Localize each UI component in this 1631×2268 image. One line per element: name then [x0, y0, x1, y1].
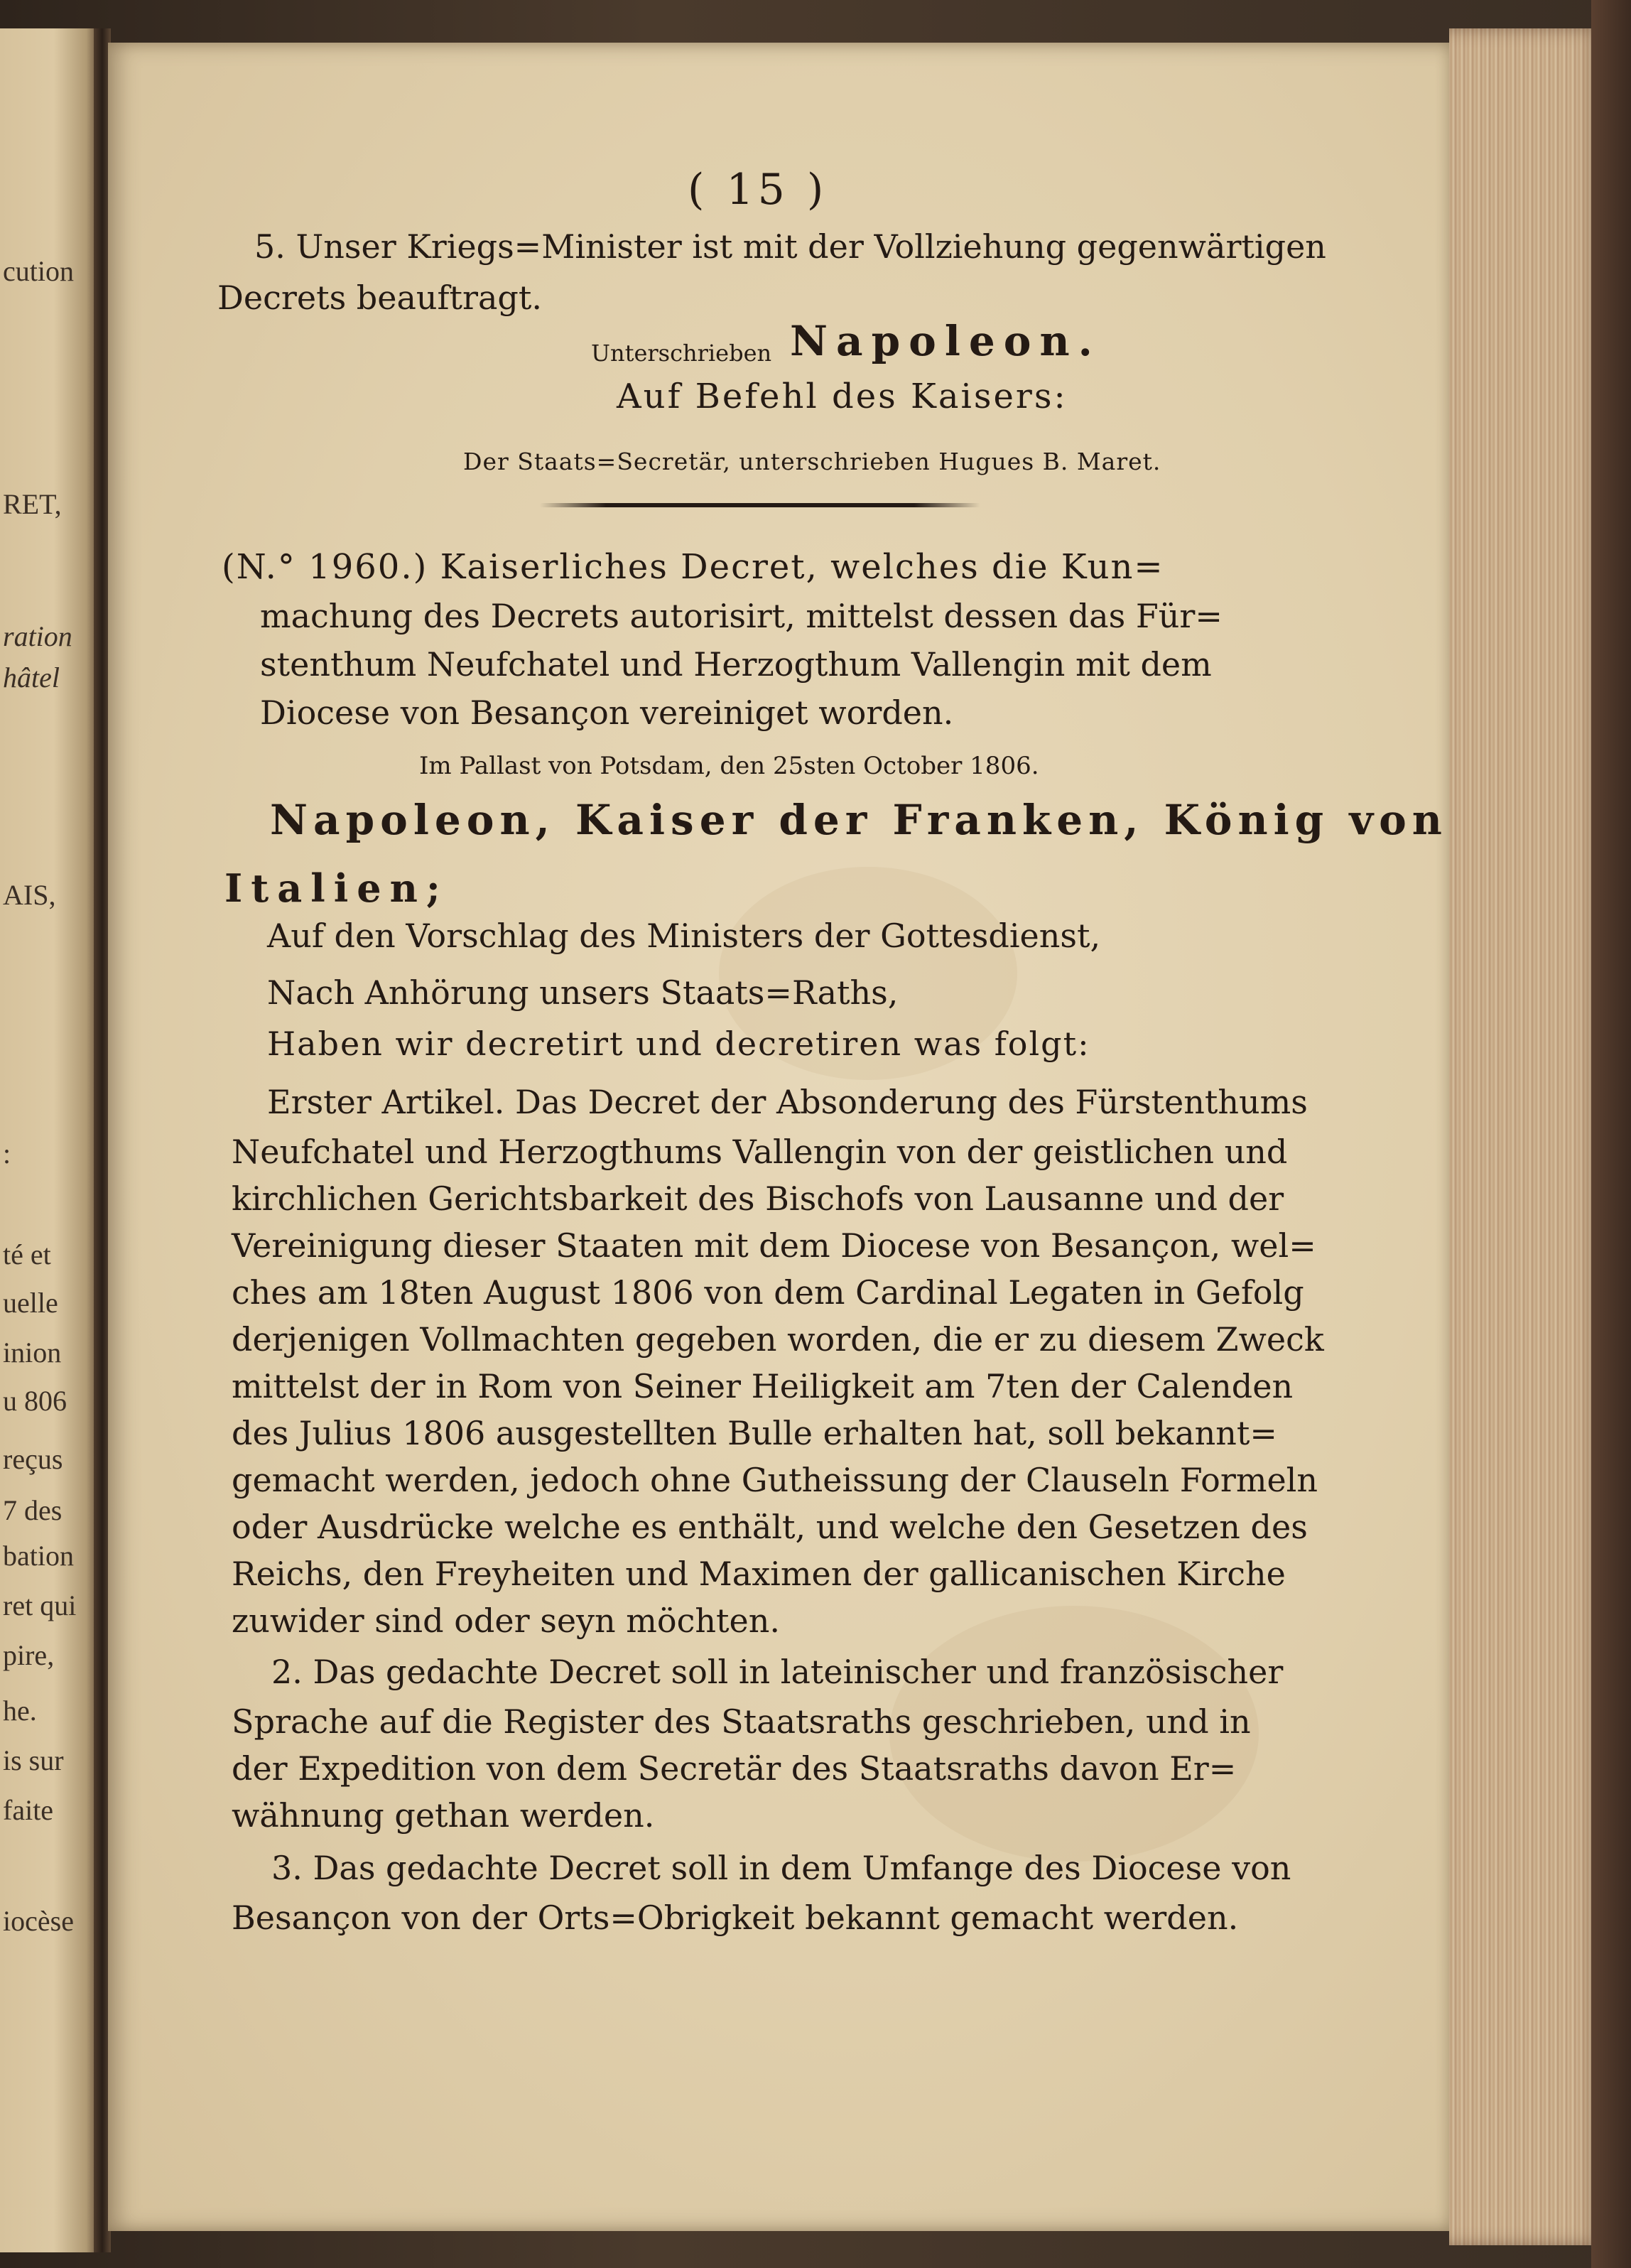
article-line: 2. Das gedachte Decret soll in lateinischer und französischer [271, 1653, 1284, 1691]
left-fragment: hâtel [3, 662, 60, 693]
left-fragment: uelle [3, 1287, 58, 1319]
preamble-line: Auf den Vorschlag des Ministers der Gottesdienst, [267, 917, 1101, 955]
article-line: wähnung gethan werden. [232, 1796, 655, 1835]
left-fragment: inion [3, 1336, 62, 1368]
command-line: Auf Befehl des Kaisers: [617, 377, 1068, 416]
left-fragment: bation [3, 1540, 74, 1572]
left-fragment: pire, [3, 1639, 55, 1671]
article-line: kirchlichen Gerichtsbarkeit des Bischofs von Lausanne und der [232, 1179, 1284, 1218]
preamble-line: Haben wir decretirt und decretiren was folgt: [267, 1025, 1090, 1063]
book-cover-edge [1591, 0, 1631, 2268]
left-fragment: reçus [3, 1443, 63, 1475]
left-fragment: : [3, 1138, 11, 1170]
article-line: Vereinigung dieser Staaten mit dem Diocese von Besançon, wel= [232, 1226, 1316, 1265]
left-fragment: is sur [3, 1744, 64, 1776]
decree-end-line: 5. Unser Kriegs=Minister ist mit der Vollziehung gegenwärtigen [254, 227, 1326, 266]
left-fragment: cution [3, 255, 74, 287]
decree-title-line: stenthum Neufchatel und Herzogthum Vallengin mit dem [260, 645, 1212, 684]
left-fragment: iocèse [3, 1905, 74, 1937]
left-fragment: faite [3, 1794, 54, 1826]
secretary-line: Der Staats=Secretär, unterschrieben Hugues B. Maret. [463, 448, 1161, 475]
preamble-line: Nach Anhörung unsers Staats=Raths, [267, 973, 899, 1012]
article-line: ches am 18ten August 1806 von dem Cardinal Legaten in Gefolg [232, 1273, 1304, 1312]
article-line: des Julius 1806 ausgestellten Bulle erhalten hat, soll bekannt= [232, 1414, 1277, 1452]
signed-name: Napoleon. [790, 317, 1101, 365]
article-line: Besançon von der Orts=Obrigkeit bekannt gemacht werden. [232, 1899, 1239, 1937]
decree-title-line: Diocese von Besançon vereiniget worden. [260, 693, 954, 732]
article-line: mittelst der in Rom von Seiner Heiligkeit am 7ten der Calenden [232, 1367, 1294, 1405]
article-line: der Expedition von dem Secretär des Staatsraths davon Er= [232, 1749, 1237, 1788]
issuer-line: Napoleon, Kaiser der Franken, König von [270, 796, 1448, 844]
article-line: 3. Das gedachte Decret soll in dem Umfange des Diocese von [271, 1849, 1291, 1887]
left-fragment: 7 des [3, 1494, 63, 1526]
section-divider [540, 503, 980, 507]
decree-title-line: (N.° 1960.) Kaiserliches Decret, welches die Kun= [222, 547, 1164, 587]
left-fragment: té et [3, 1238, 51, 1270]
article-line: oder Ausdrücke welche es enthält, und welche den Gesetzen des [232, 1508, 1308, 1546]
decree-end-line: Decrets beauftragt. [217, 279, 542, 317]
article-line: zuwider sind oder seyn möchten. [232, 1602, 780, 1640]
article-line: gemacht werden, jedoch ohne Gutheissung der Clauseln Formeln [232, 1461, 1318, 1499]
article-line: Reichs, den Freyheiten und Maximen der gallicanischen Kirche [232, 1555, 1286, 1593]
left-fragment: he. [3, 1695, 37, 1727]
decree-title-line: machung des Decrets autorisirt, mittelst dessen das Für= [260, 597, 1223, 635]
issuer-line: Italien; [224, 865, 449, 911]
left-fragment: u 806 [3, 1385, 67, 1417]
article-line: Sprache auf die Register des Staatsraths geschrieben, und in [232, 1702, 1251, 1741]
place-date: Im Pallast von Potsdam, den 25sten October 1806. [419, 752, 1039, 780]
page-edges [1449, 28, 1605, 2245]
article-line: Erster Artikel. Das Decret der Absonderung des Fürstenthums [267, 1083, 1308, 1121]
left-facing-page [0, 28, 98, 2252]
article-line: Neufchatel und Herzogthums Vallengin von der geistlichen und [232, 1133, 1288, 1171]
left-fragment: ration [3, 620, 72, 652]
article-line: derjenigen Vollmachten gegeben worden, die er zu diesem Zweck [232, 1320, 1324, 1359]
left-fragment: ret qui [3, 1589, 77, 1621]
left-fragment: RET, [3, 488, 62, 520]
page-number: ( 15 ) [688, 165, 828, 215]
signed-label: Unterschrieben [591, 340, 772, 367]
left-fragment: AIS, [3, 879, 56, 911]
